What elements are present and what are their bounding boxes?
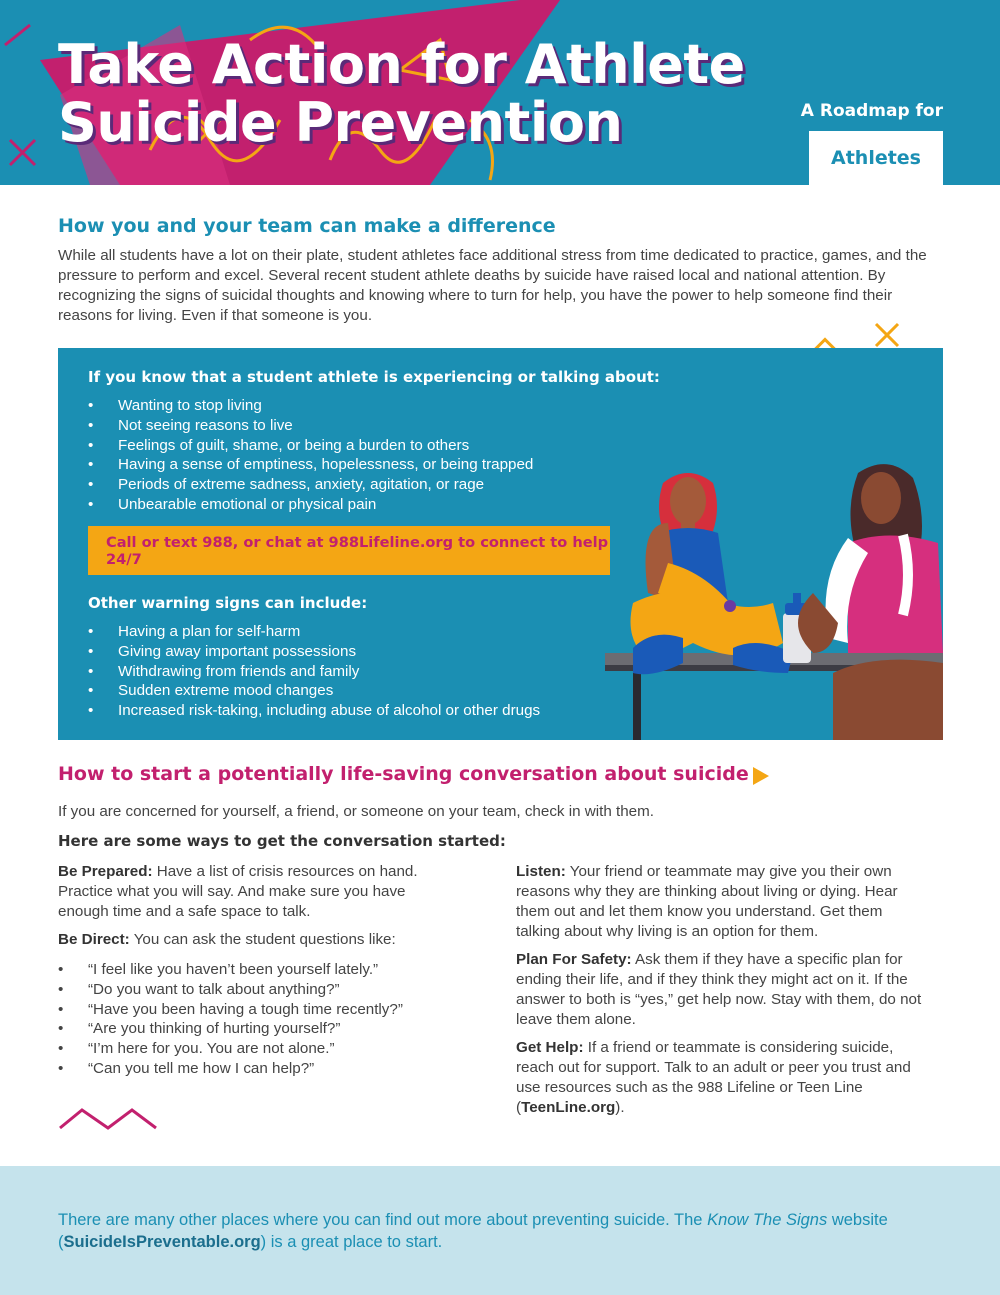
- audience-tab-athletes: Athletes: [809, 131, 943, 185]
- list-item: • Withdrawing from friends and family: [88, 662, 540, 682]
- list-item: • Unbearable emotional or physical pain: [88, 495, 533, 515]
- conversation-starters-heading: Here are some ways to get the conversation started:: [58, 832, 506, 850]
- page-title: [58, 33, 745, 154]
- list-item: • “Do you want to talk about anything?”: [58, 980, 448, 1000]
- intro-paragraph: While all students have a lot on their plate, student athletes face additional stress from time dedicated to practice, games, and the pressure to perform and excel. Several recent student athlete deaths by suicide have raised local and national attention. By recognizing the signs of suicidal thoughts and knowing where to turn for help, you have the power to help someone find their reasons for living. Even if that someone is you.: [58, 247, 927, 324]
- list-item: • Having a plan for self-harm: [88, 622, 540, 642]
- section-heading-difference: How you and your team can make a difference: [58, 215, 556, 237]
- footer-text: There are many other places where you can find out more about preventing suicide. The Know The Signs website (SuicideIsPreventable.org) is a great place to start.: [58, 1211, 888, 1251]
- list-item: • “Have you been having a tough time recently?”: [58, 1000, 448, 1020]
- listen-paragraph: Listen: Your friend or teammate may give you their own reasons why they are thinking about living or dying. Hear them out and let them know you understand. Get them talking about why living is an option for them.: [516, 863, 898, 940]
- teenline-link[interactable]: TeenLine.org: [521, 1099, 616, 1116]
- zigzag-decoration: [58, 1106, 158, 1132]
- title-line-2: Suicide Prevention: [58, 91, 623, 154]
- list-item: • “I’m here for you. You are not alone.”: [58, 1039, 448, 1059]
- list-item: • “Are you thinking of hurting yourself?”: [58, 1019, 448, 1039]
- warning-signs-lead: If you know that a student athlete is experiencing or talking about:: [88, 368, 660, 386]
- other-warning-signs-lead: Other warning signs can include:: [88, 594, 368, 612]
- other-warning-signs-list: [88, 622, 540, 721]
- be-direct-paragraph: Be Direct: You can ask the student questions like:: [58, 931, 396, 948]
- list-item: • Not seeing reasons to live: [88, 416, 533, 436]
- warning-signs-list: [88, 396, 533, 515]
- list-item: • Increased risk-taking, including abuse of alcohol or other drugs: [88, 701, 540, 721]
- be-prepared-paragraph: Be Prepared: Have a list of crisis resources on hand. Practice what you will say. And make sure you have enough time and a safe space to talk.: [58, 863, 418, 920]
- concern-text: If you are concerned for yourself, a friend, or someone on your team, check in with them.: [58, 803, 654, 820]
- list-item: • Wanting to stop living: [88, 396, 533, 416]
- list-item: • “I feel like you haven’t been yourself lately.”: [58, 960, 448, 980]
- roadmap-label: A Roadmap for: [800, 101, 943, 121]
- get-help-paragraph: Get Help: If a friend or teammate is considering suicide, reach out for support. Talk to an adult or peer you trust and use resources such as the 988 Lifeline or Teen Line (TeenLine.org).: [516, 1039, 911, 1116]
- conversation-right-column: [516, 862, 926, 1126]
- crisis-line-callout[interactable]: Call or text 988, or chat at 988Lifeline.org to connect to help 24/7: [88, 526, 610, 575]
- list-item: • “Can you tell me how I can help?”: [58, 1059, 448, 1079]
- list-item: • Having a sense of emptiness, hopelessness, or being trapped: [88, 455, 533, 475]
- list-item: • Giving away important possessions: [88, 642, 540, 662]
- plan-for-safety-paragraph: Plan For Safety: Ask them if they have a specific plan for ending their life, and if they think they might act on it. If the answer to both is “yes,” get help now. Stay with them, do not leave them alone.: [516, 951, 922, 1028]
- list-item: • Periods of extreme sadness, anxiety, agitation, or rage: [88, 475, 533, 495]
- section-heading-conversation: How to start a potentially life-saving conversation about suicide: [58, 763, 749, 785]
- conversation-left-column: [58, 862, 448, 1079]
- list-item: • Sudden extreme mood changes: [88, 681, 540, 701]
- list-item: • Feelings of guilt, shame, or being a burden to others: [88, 436, 533, 456]
- suicideispreventable-link[interactable]: SuicideIsPreventable.org: [63, 1233, 261, 1251]
- sample-questions-list: [58, 960, 448, 1079]
- warning-signs-box: [58, 348, 943, 740]
- athletes-illustration: [603, 443, 943, 740]
- title-line-1: Take Action for Athlete: [58, 33, 745, 96]
- play-arrow-icon: [753, 767, 769, 785]
